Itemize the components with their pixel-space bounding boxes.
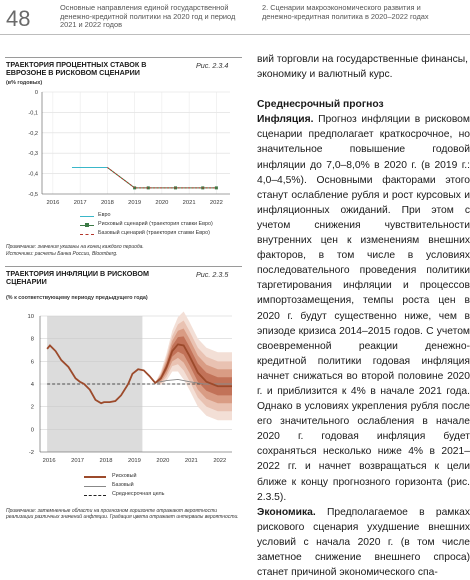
chart1-legend-item — [80, 221, 240, 230]
legend-marker-square-icon — [85, 223, 89, 227]
paragraph-text: Прогноз инфляции в рисковом сценарии предполагает краткосрочное, но значительное повышение годовой инфляции до 7,0–8,0% в 2020 г. (в 2019 г.: 4,0–4,5%). Основными факторами этого станут ослабление рубля и рост курсовых и инфляционных ожиданий. При этом с учетом снижения чувствительности внутренних цен к изменениям внешних факторов, в том числе в условиях последовательного проведения политики таргетирования инфляции и процессов импортозамещения, темпы роста цен в 2020 г. будут существенно ниже, чем в эпизоде кризиса 2014–2015 годов. С учетом своевременной реакции денежно-кредитной политики годовая инфляция начнет снижаться во второй половине 2020 г. и приблизится к 4% в начале 2021 года. Однако в условиях укрепления рубля после его значительного ослабления в начале 2020 г. годовая инфляция будет сохраняться несколько ниже 4% в 2021–2022 гг. и начнет возвращаться к цели ближе к концу прогнозного горизонта (рис. 2.3.5). — [257, 114, 470, 503]
chart2-legend — [84, 473, 244, 500]
chart2-legend-item — [84, 482, 244, 491]
chart2-legend-item — [84, 491, 244, 500]
x-tick-label: 2019 — [128, 200, 142, 206]
chart1-plot — [0, 86, 250, 208]
x-tick-label: 2022 — [209, 200, 223, 206]
paragraph — [257, 112, 470, 504]
legend-swatch-base — [84, 486, 106, 487]
x-tick-label: 2021 — [184, 458, 198, 464]
x-tick-label: 2016 — [42, 458, 56, 464]
y-tick-label: -0,3 — [28, 151, 38, 158]
chart2-legend-label: Базовый — [112, 482, 134, 488]
running-header-left: Основные направления единой государственной денежно-кредитной политики на 2020 год и период 2021 и 2022 годов — [60, 3, 236, 30]
chart1-note: Примечание: значения указаны на конец каждого периода. — [6, 244, 144, 250]
chart2-plot — [0, 304, 250, 472]
legend-swatch-risk — [84, 476, 106, 478]
legend-swatch-target — [84, 495, 106, 496]
chart1-legend-label: Рисковый сценарий (траектория ставки Евро) — [98, 221, 213, 227]
chart1-legend-label: Базовый сценарий (траектория ставки Евро) — [98, 230, 210, 236]
chart1-legend — [80, 212, 240, 239]
header-rule — [0, 34, 470, 35]
chart2-figure-label: Рис. 2.3.5 — [196, 270, 229, 279]
chart2-note: Примечание: затемненные области на прогнозном горизонте отражают вероятности реализации различных значений инфляции. Градация цвета отражает интервалы вероятности. — [6, 508, 239, 520]
chart2-legend-label: Среднесрочная цель — [112, 491, 165, 497]
y-tick-label: 6 — [30, 359, 34, 366]
y-tick-label: -0,5 — [28, 192, 38, 198]
y-tick-label: -2 — [28, 450, 34, 456]
chart1-legend-item — [80, 230, 240, 239]
y-tick-label: -0,1 — [28, 110, 38, 117]
x-tick-label: 2018 — [100, 200, 114, 206]
chart1-title: ТРАЕКТОРИЯ ПРОЦЕНТНЫХ СТАВОК В ЕВРОЗОНЕ В РИСКОВОМ СЦЕНАРИИ — [6, 60, 147, 78]
x-tick-label: 2021 — [182, 200, 196, 206]
chart1-figure-label: Рис. 2.3.4 — [196, 61, 229, 70]
x-tick-label: 2017 — [73, 200, 87, 206]
x-tick-label: 2022 — [213, 458, 227, 464]
running-header-right: 2. Сценарии макроэкономического развития и денежно-кредитная политика в 2020–2022 годах — [262, 3, 429, 21]
y-tick-label: 10 — [27, 314, 34, 320]
chart2-legend-item — [84, 473, 244, 482]
chart1-legend-item — [80, 212, 240, 221]
y-tick-label: 4 — [30, 382, 34, 388]
x-tick-label: 2019 — [127, 458, 141, 464]
section-heading: Среднесрочный прогноз — [257, 99, 384, 111]
chart1-top-rule — [5, 57, 242, 58]
body-text — [257, 52, 470, 580]
y-tick-label: 2 — [30, 404, 34, 411]
page-number: 48 — [6, 6, 31, 31]
paragraph: вий торговли на государственные финансы, экономику и валютный курс. — [257, 54, 468, 81]
paragraph-text: Предполагаемое в рамках рискового сценария ухудшение внешних условий с начала 2020 г. (в том числе заметное снижение внешнего спроса) станет причиной экономического спа- — [257, 506, 470, 579]
chart2-legend-label: Рисковый — [112, 473, 137, 479]
chart2-subtitle: (% к соответствующему периоду предыдущего года) — [6, 295, 148, 301]
chart1-subtitle: (в% годовых) — [6, 80, 43, 86]
paragraph — [257, 505, 470, 580]
chart2-top-rule — [5, 266, 242, 267]
y-tick-label: 0 — [30, 427, 34, 434]
legend-swatch-euro — [80, 216, 94, 217]
x-tick-label: 2018 — [99, 458, 113, 464]
x-tick-label: 2020 — [156, 458, 170, 464]
legend-swatch-base — [80, 234, 94, 235]
chart1-legend-label: Евро — [98, 212, 111, 218]
paragraph-lead: Экономика. — [257, 506, 316, 518]
x-tick-label: 2016 — [46, 200, 60, 206]
chart1-source: Источники: расчеты Банка России, Bloomberg. — [6, 251, 118, 257]
paragraph-lead: Инфляция. — [257, 114, 314, 126]
x-tick-label: 2017 — [71, 458, 85, 464]
chart2-title: ТРАЕКТОРИЯ ИНФЛЯЦИИ В РИСКОВОМ СЦЕНАРИИ — [6, 269, 149, 287]
y-tick-label: -0,4 — [28, 171, 38, 178]
y-tick-label: 8 — [30, 336, 34, 343]
x-tick-label: 2020 — [155, 200, 169, 206]
y-tick-label: 0 — [34, 90, 38, 96]
y-tick-label: -0,2 — [28, 130, 38, 137]
